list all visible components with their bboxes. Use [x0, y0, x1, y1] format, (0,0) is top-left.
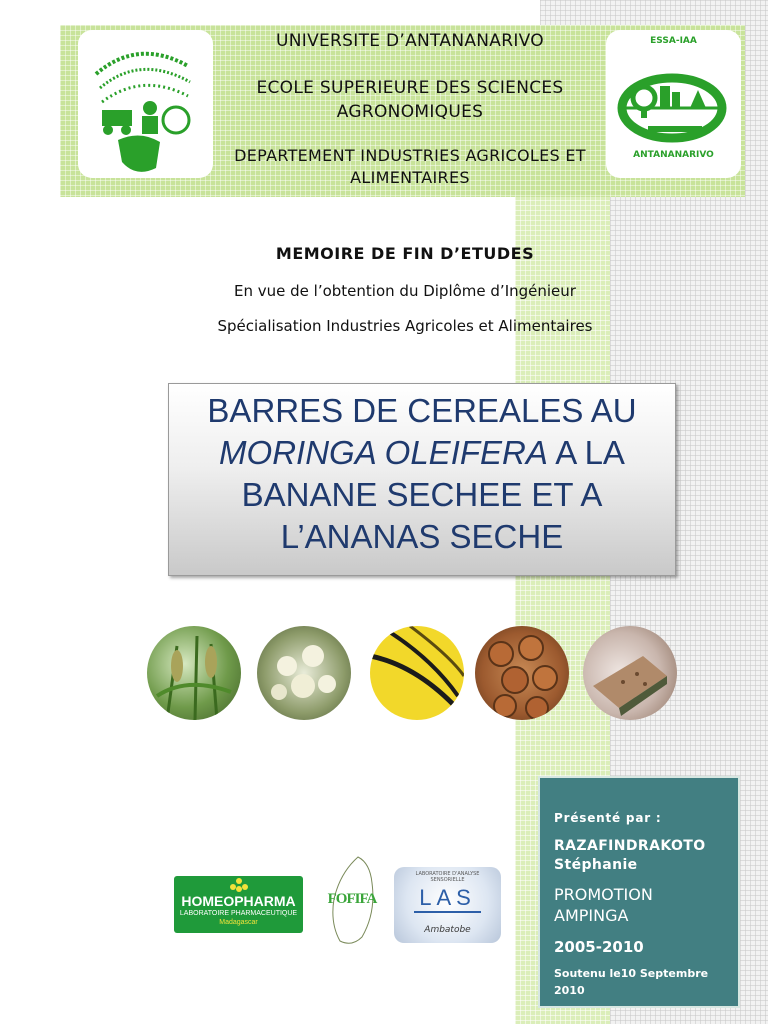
sorghum-plant-icon	[147, 626, 241, 720]
cereal-bar-icon	[583, 626, 677, 720]
homeopharma-name: HOMEOPHARMA	[181, 893, 296, 909]
author-info-box	[538, 776, 740, 1008]
thesis-title-box	[168, 383, 676, 576]
las-divider	[414, 911, 481, 921]
department-line2: ALIMENTAIRES	[350, 168, 470, 187]
title-line1: BARRES DE CEREALES AU	[207, 392, 637, 429]
title-line4: L’ANANAS SECHE	[280, 518, 564, 555]
promotion-years: 2005-2010	[554, 938, 644, 956]
promotion-line2: AMPINGA	[554, 906, 629, 925]
homeopharma-logo	[174, 876, 303, 933]
promotion-line1: PROMOTION	[554, 885, 653, 904]
las-place: Ambatobe	[424, 925, 471, 935]
las-logo	[394, 867, 501, 943]
essa-logo	[606, 30, 741, 178]
homeopharma-subtitle: LABORATOIRE PHARMACEUTIQUE	[179, 910, 298, 917]
fofifa-text: FOFIFA	[327, 891, 377, 907]
department-line1: DEPARTEMENT INDUSTRIES AGRICOLES ET	[234, 146, 586, 165]
sorghum-photo	[147, 626, 241, 720]
university-logo	[78, 30, 213, 178]
school-name-line1: ECOLE SUPERIEURE DES SCIENCES	[256, 78, 564, 98]
las-arc-text: LABORATOIRE D'ANALYSE SENSORIELLE	[415, 871, 480, 883]
las-name: LAS	[419, 885, 476, 910]
homeopharma-country: Madagascar	[219, 919, 258, 926]
defense-date-line2: 2010	[554, 984, 585, 997]
memoire-heading: MEMOIRE DE FIN D’ETUDES	[275, 244, 535, 263]
title-line2	[169, 432, 675, 474]
pineapple-texture-icon	[475, 626, 569, 720]
pineapple-photo	[475, 626, 569, 720]
defense-date-line1: Soutenu le10 Septembre	[554, 967, 709, 980]
title-species: MORINGA OLEIFERA	[219, 434, 548, 471]
banana-photo	[370, 626, 464, 720]
diploma-line: En vue de l’obtention du Diplôme d’Ingénieur	[234, 282, 576, 300]
moringa-photo	[257, 626, 351, 720]
title-line3: BANANE SECHEE ET A	[241, 476, 603, 513]
author-first-name: Stéphanie	[554, 857, 638, 873]
title-line2-rest: A LA	[547, 434, 625, 471]
thesis-title	[169, 390, 675, 558]
banana-icon	[370, 626, 464, 720]
moringa-flower-icon	[257, 626, 351, 720]
specialisation-line: Spécialisation Industries Agricoles et Alimentaires	[217, 317, 593, 335]
school-name-line2: AGRONOMIQUES	[336, 102, 484, 122]
university-name: UNIVERSITE D’ANTANANARIVO	[276, 31, 544, 51]
essa-logo-top-text: ESSA-IAA	[650, 36, 697, 46]
essa-logo-bottom-text: ANTANANARIVO	[633, 150, 714, 160]
author-last-name: RAZAFINDRAKOTO	[554, 838, 706, 854]
homeopharma-cross-icon	[229, 877, 249, 893]
presented-by-label: Présenté par :	[554, 811, 662, 825]
university-seal-icon	[78, 30, 213, 178]
fofifa-logo	[322, 853, 382, 949]
cereal-bar-photo	[583, 626, 677, 720]
